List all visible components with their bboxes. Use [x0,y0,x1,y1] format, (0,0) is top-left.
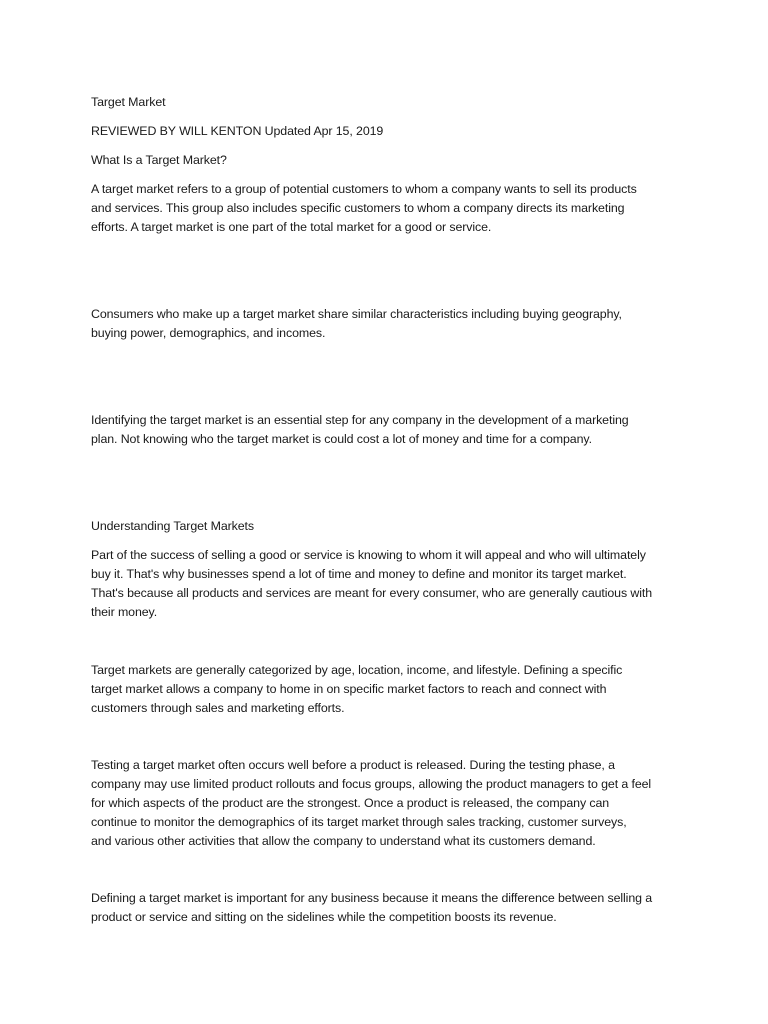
paragraph-categorized [91,661,691,718]
paragraph-testing [91,756,691,851]
paragraph-line: for which aspects of the product are the strongest. Once a product is released, the company can [91,796,610,810]
paragraph-line: Part of the success of selling a good or service is knowing to whom it will appeal and who will ultimately [91,548,646,562]
paragraph-line: Identifying the target market is an essential step for any company in the development of a marketing [91,413,629,427]
paragraph-line: A target market refers to a group of potential customers to whom a company wants to sell its products [91,182,637,196]
paragraph-line: product or service and sitting on the sidelines while the competition boosts its revenue. [91,910,557,924]
section-heading-what-is: What Is a Target Market? [91,153,227,167]
paragraph-line: Consumers who make up a target market share similar characteristics including buying geography, [91,307,622,321]
document-title: Target Market [91,95,166,109]
paragraph-line: That's because all products and services are meant for every consumer, who are generally cautious with [91,586,653,600]
paragraph-defining [91,889,691,927]
paragraph-definition [91,180,691,237]
paragraph-success [91,546,691,622]
section-heading-understanding: Understanding Target Markets [91,519,254,533]
paragraph-consumers [91,305,691,343]
paragraph-line: Target markets are generally categorized by age, location, income, and lifestyle. Defining a specific [91,663,623,677]
paragraph-identifying [91,411,691,449]
paragraph-line: continue to monitor the demographics of its target market through sales tracking, customer surveys, [91,815,627,829]
paragraph-line: customers through sales and marketing efforts. [91,701,345,715]
paragraph-line: their money. [91,605,158,619]
paragraph-line: company may use limited product rollouts and focus groups, allowing the product managers to get a feel [91,777,652,791]
paragraph-line: Testing a target market often occurs well before a product is released. During the testing phase, a [91,758,615,772]
paragraph-line: target market allows a company to home in on specific market factors to reach and connect with [91,682,607,696]
paragraph-line: Defining a target market is important for any business because it means the difference between selling a [91,891,653,905]
byline: REVIEWED BY WILL KENTON Updated Apr 15, 2019 [91,124,384,138]
paragraph-line: and various other activities that allow the company to understand what its customers demand. [91,834,596,848]
paragraph-line: and services. This group also includes specific customers to whom a company directs its marketing [91,201,625,215]
paragraph-line: plan. Not knowing who the target market is could cost a lot of money and time for a company. [91,432,592,446]
paragraph-line: efforts. A target market is one part of the total market for a good or service. [91,220,492,234]
paragraph-line: buying power, demographics, and incomes. [91,326,326,340]
paragraph-line: buy it. That's why businesses spend a lot of time and money to define and monitor its target market. [91,567,627,581]
